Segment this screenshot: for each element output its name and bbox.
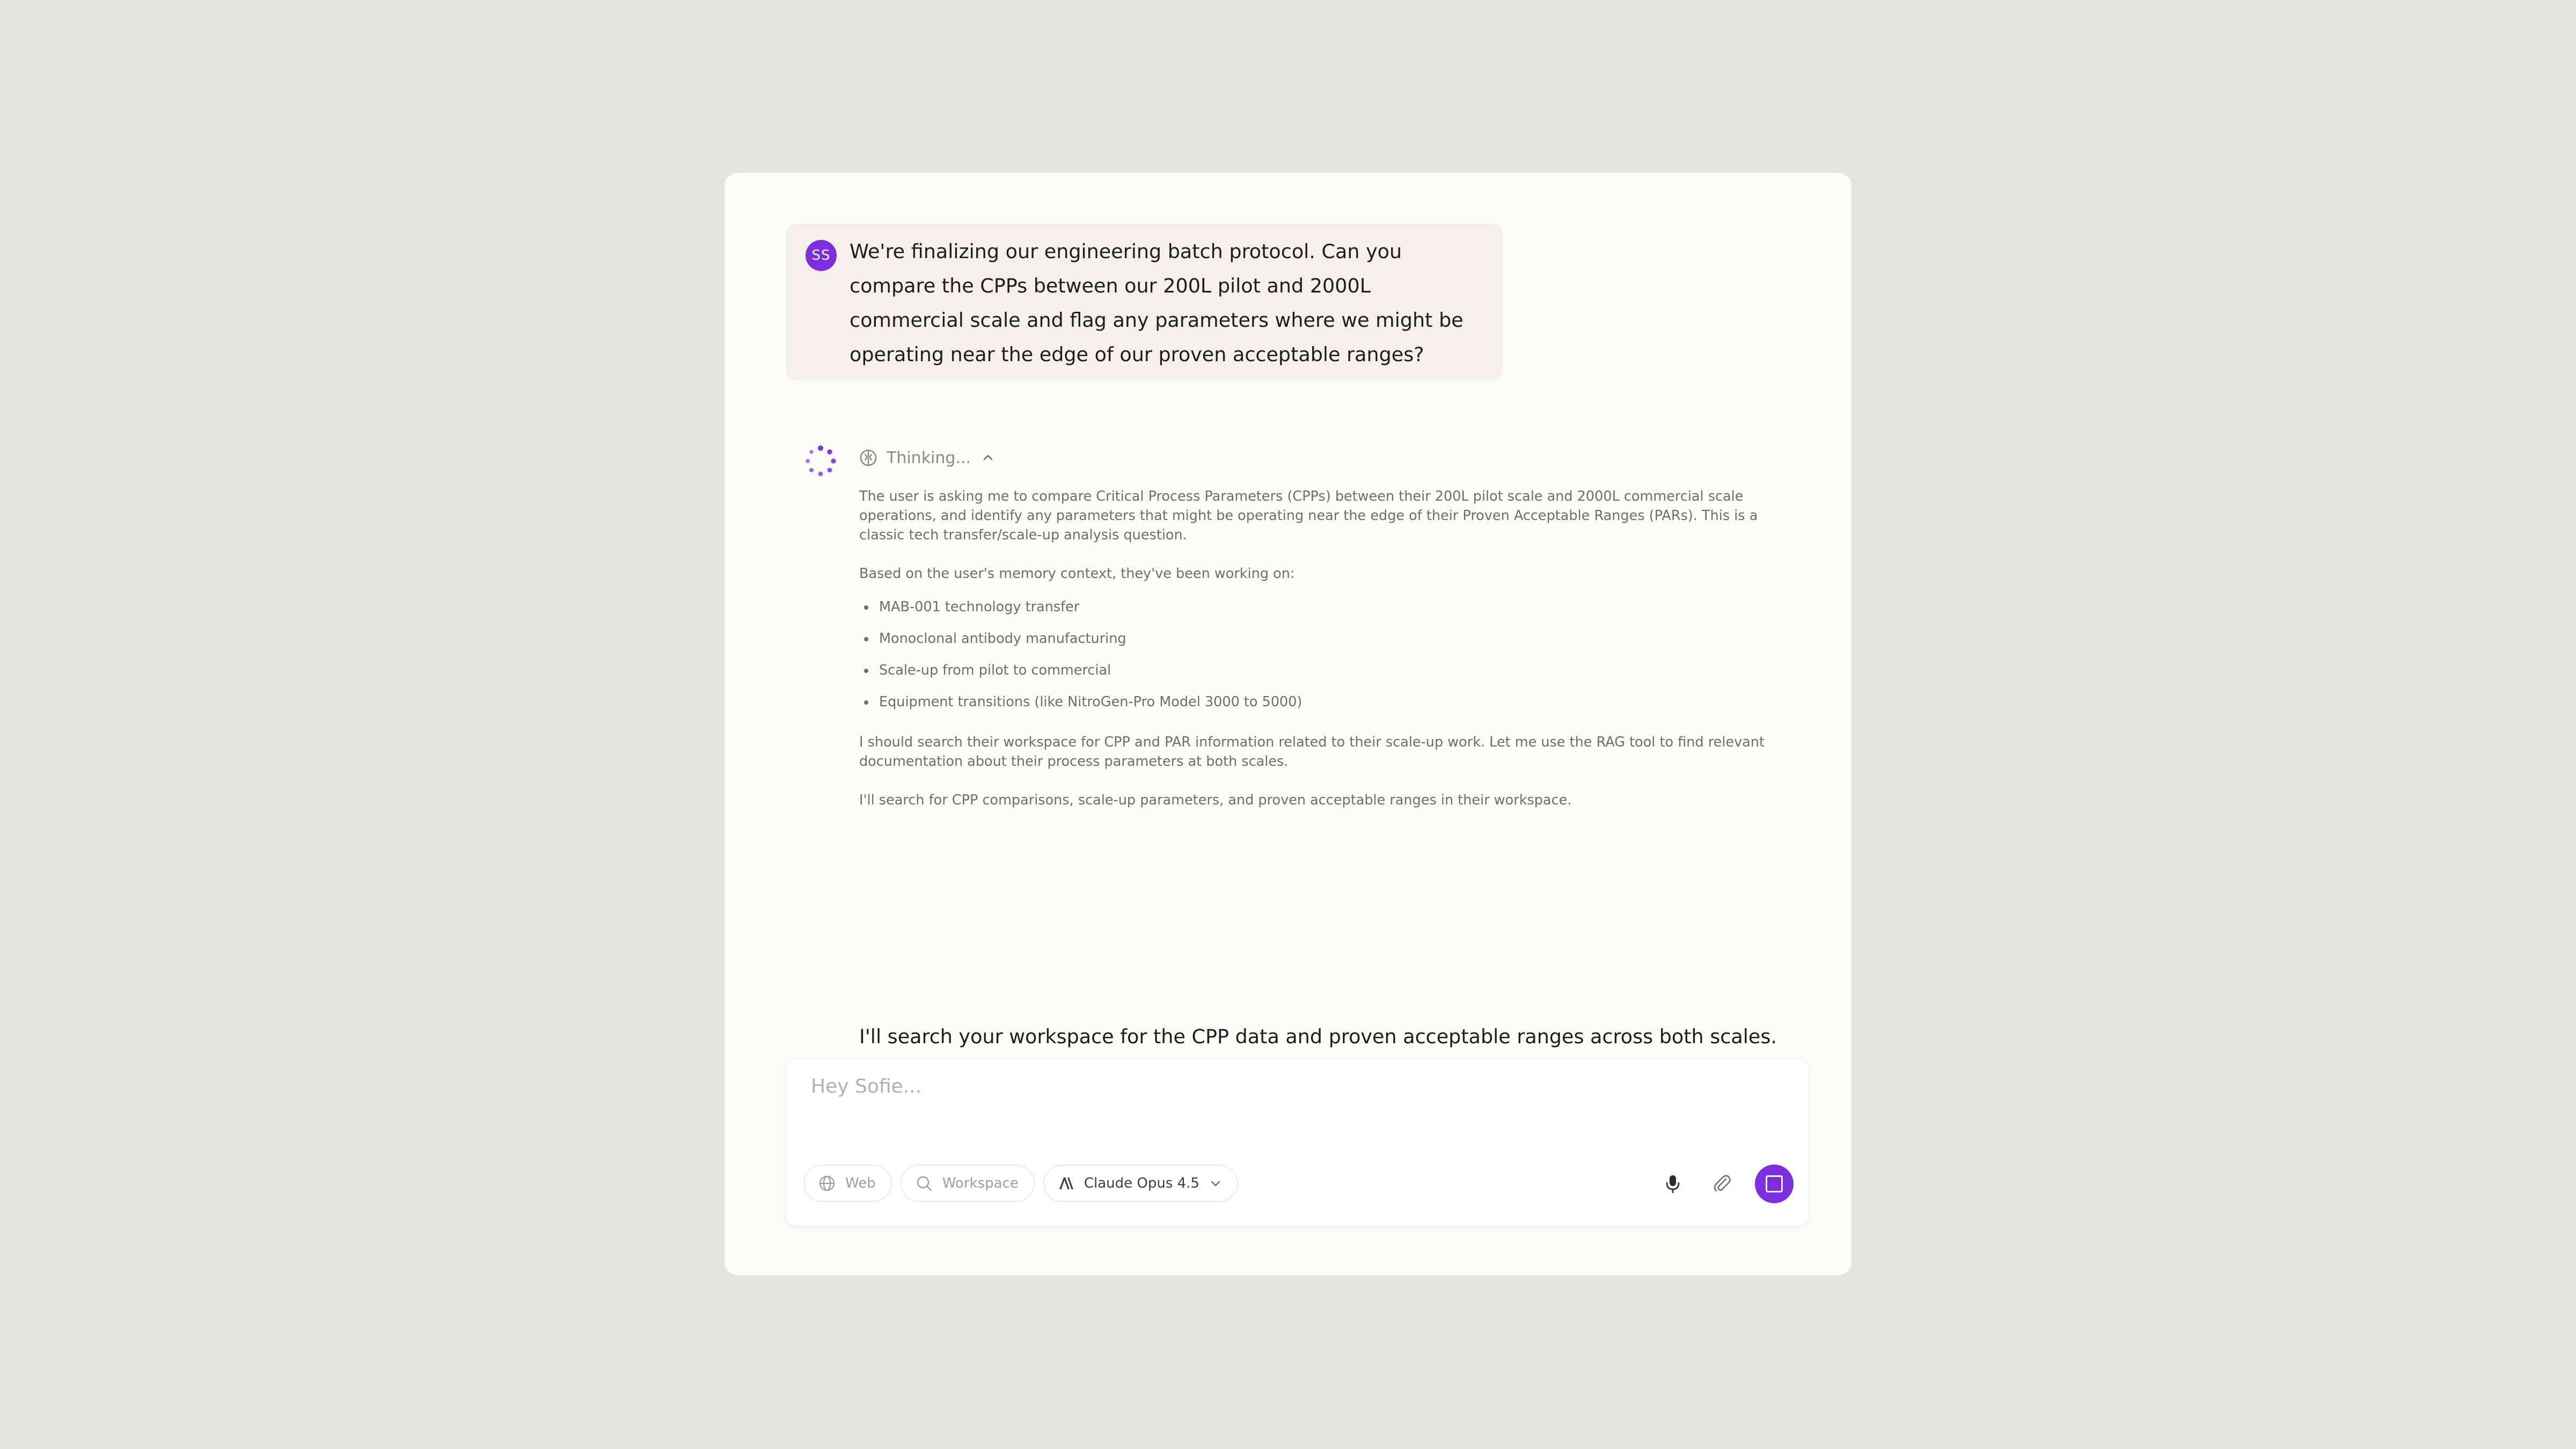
- user-message: [786, 224, 1503, 380]
- attach-button[interactable]: [1706, 1165, 1739, 1203]
- web-toggle-button[interactable]: [803, 1165, 892, 1202]
- list-item: Equipment transitions (like NitroGen-Pro Model 3000 to 5000): [859, 692, 1772, 724]
- paperclip-icon: [1713, 1174, 1732, 1194]
- thinking-paragraph: I'll search for CPP comparisons, scale-up parameters, and proven acceptable ranges in their workspace.: [859, 792, 1572, 808]
- thinking-paragraph: The user is asking me to compare Critical Process Parameters (CPPs) between their 200L pilot scale and 2000L commercial scale operations, and identify any parameters that might be operating near the edge of their Proven Acceptable Ranges (PARs). This is a classic tech transfer/scale-up analysis question.: [859, 488, 1758, 543]
- web-label: Web: [845, 1175, 876, 1191]
- list-item: Scale-up from pilot to commercial: [859, 661, 1772, 692]
- loading-spinner-icon: [805, 445, 836, 477]
- search-icon: [916, 1175, 933, 1192]
- workspace-toggle-button[interactable]: [901, 1165, 1035, 1202]
- thinking-bullet-list: [859, 597, 1772, 724]
- composer-actions: [1656, 1165, 1794, 1203]
- chevron-up-icon[interactable]: [980, 450, 996, 465]
- microphone-button[interactable]: [1656, 1165, 1689, 1203]
- thinking-label: Thinking...: [887, 448, 971, 467]
- thinking-paragraph: Based on the user's memory context, they've been working on:: [859, 566, 1295, 582]
- avatar: SS: [806, 240, 837, 271]
- thinking-icon: [859, 448, 878, 467]
- workspace-label: Workspace: [942, 1175, 1019, 1191]
- model-label: Claude Opus 4.5: [1084, 1175, 1199, 1191]
- thinking-content: [859, 487, 1772, 810]
- thinking-toggle[interactable]: [859, 445, 996, 470]
- globe-icon: [818, 1175, 836, 1192]
- model-selector[interactable]: [1043, 1165, 1238, 1202]
- list-item: MAB-001 technology transfer: [859, 597, 1772, 629]
- composer-chips: [803, 1165, 1238, 1202]
- stop-button[interactable]: [1755, 1165, 1794, 1203]
- message-input[interactable]: [811, 1075, 1723, 1097]
- chat-window: [724, 173, 1851, 1275]
- microphone-icon: [1664, 1174, 1682, 1194]
- chevron-down-icon: [1209, 1177, 1222, 1190]
- message-composer: [786, 1059, 1809, 1226]
- thinking-paragraph: I should search their workspace for CPP and PAR information related to their scale-up work. Let me use the RAG tool to find relevant documentation about their process parameters at both scales.: [859, 734, 1765, 770]
- user-message-text: We're finalizing our engineering batch protocol. Can you compare the CPPs between our 200L pilot and 2000L commercial scale and flag any parameters where we might be operating near the edge of our proven acceptable ranges?: [850, 240, 1463, 366]
- stop-icon: [1766, 1175, 1783, 1192]
- assistant-response: I'll search your workspace for the CPP data and proven acceptable ranges across both scales.: [859, 1025, 1777, 1048]
- list-item: Monoclonal antibody manufacturing: [859, 629, 1772, 661]
- anthropic-logo-icon: [1058, 1176, 1074, 1190]
